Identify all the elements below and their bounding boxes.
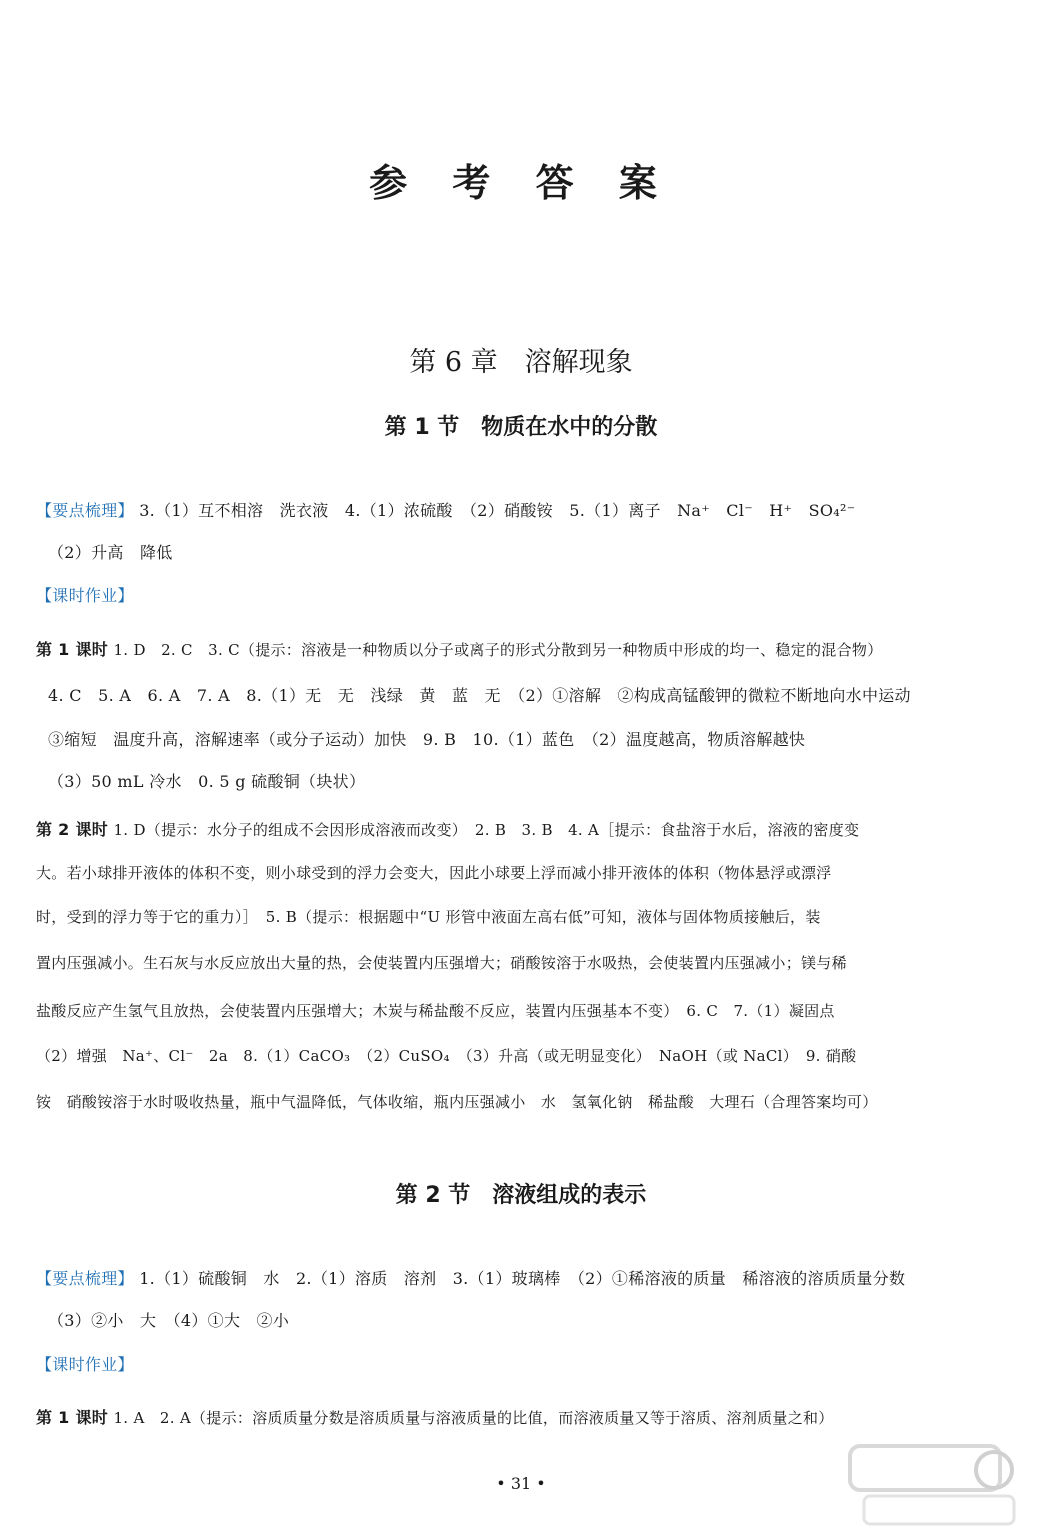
section-heading-2: 第 2 节 溶液组成的表示 bbox=[395, 1183, 647, 1208]
key-points-line bbox=[36, 498, 855, 521]
lesson-line: 时，受到的浮力等于它的重力）］ 5. B（提示：根据题中“U 形管中液面左高右低”可知，液体与固体物质接触后，装 bbox=[36, 908, 821, 926]
key-points-line: （2）升高 降低 bbox=[48, 543, 173, 562]
lesson-line: 4. C 5. A 6. A 7. A 8.（1）无 无 浅绿 黄 蓝 无 （2）①溶解 ②构成高锰酸钾的微粒不断地向水中运动 bbox=[48, 686, 911, 705]
lesson-text: 1. A 2. A（提示：溶质质量分数是溶质质量与溶液质量的比值，而溶液质量又等于溶质、溶剂质量之和） bbox=[113, 1409, 834, 1427]
lesson-text: 1. D 2. C 3. C（提示：溶液是一种物质以分子或离子的形式分散到另一种物质中形成的均一、稳定的混合物） bbox=[113, 641, 883, 659]
lesson-line bbox=[36, 637, 883, 660]
page-title: 参 考 答 案 bbox=[369, 161, 673, 205]
key-points-line bbox=[36, 1266, 905, 1289]
section-heading-1: 第 1 节 物质在水中的分散 bbox=[384, 415, 658, 440]
lesson-line: 铵 硝酸铵溶于水时吸收热量，瓶中气温降低，气体收缩，瓶内压强减小 水 氢氧化钠 稀盐酸 大理石（合理答案均可） bbox=[36, 1093, 878, 1111]
lesson-line: ③缩短 温度升高，溶解速率（或分子运动）加快 9. B 10.（1）蓝色 （2）温度越高，物质溶解越快 bbox=[48, 730, 806, 749]
key-points-text: 3.（1）互不相溶 洗衣液 4.（1）浓硫酸 （2）硝酸铵 5.（1）离子 Na⁺ Cl⁻ H⁺ SO₄²⁻ bbox=[139, 501, 856, 520]
lesson-line bbox=[36, 817, 859, 840]
lesson-line: 大。若小球排开液体的体积不变，则小球受到的浮力会变大，因此小球要上浮而减小排开液体的体积（物体悬浮或漂浮 bbox=[36, 864, 832, 882]
lesson-line: 盐酸反应产生氢气且放热，会使装置内压强增大；木炭与稀盐酸不反应，装置内压强基本不变） 6. C 7.（1）凝固点 bbox=[36, 1002, 835, 1020]
lesson-line: （3）50 mL 冷水 0. 5 g 硫酸铜（块状） bbox=[48, 772, 366, 791]
homework-label: 【课时作业】 bbox=[36, 586, 134, 605]
key-points-label: 【要点梳理】 bbox=[36, 1269, 134, 1288]
lesson-line: （2）增强 Na⁺、Cl⁻ 2a 8.（1）CaCO₃ （2）CuSO₄ （3）升高（或无明显变化） NaOH（或 NaCl） 9. 硝酸 bbox=[36, 1047, 857, 1065]
lesson-name: 第 1 课时 bbox=[36, 640, 109, 659]
lesson-line: 置内压强减小。生石灰与水反应放出大量的热，会使装置内压强增大；硝酸铵溶于水吸热，会使装置内压强减小；镁与稀 bbox=[36, 954, 847, 972]
key-points-text: 1.（1）硫酸铜 水 2.（1）溶质 溶剂 3.（1）玻璃棒 （2）①稀溶液的质量 稀溶液的溶质质量分数 bbox=[139, 1269, 906, 1288]
watermark-logo-icon bbox=[844, 1440, 1024, 1530]
lesson-name: 第 1 课时 bbox=[36, 1408, 109, 1427]
lesson-line bbox=[36, 1405, 834, 1428]
lesson-name: 第 2 课时 bbox=[36, 820, 109, 839]
homework-label: 【课时作业】 bbox=[36, 1355, 134, 1374]
key-points-label: 【要点梳理】 bbox=[36, 501, 134, 520]
page-number: • 31 • bbox=[496, 1474, 546, 1493]
lesson-text: 1. D（提示：水分子的组成不会因形成溶液而改变） 2. B 3. B 4. A［提示：食盐溶于水后，溶液的密度变 bbox=[113, 821, 860, 839]
key-points-line: （3）②小 大 （4）①大 ②小 bbox=[48, 1311, 290, 1330]
chapter-heading: 第 6 章 溶解现象 bbox=[409, 347, 633, 378]
